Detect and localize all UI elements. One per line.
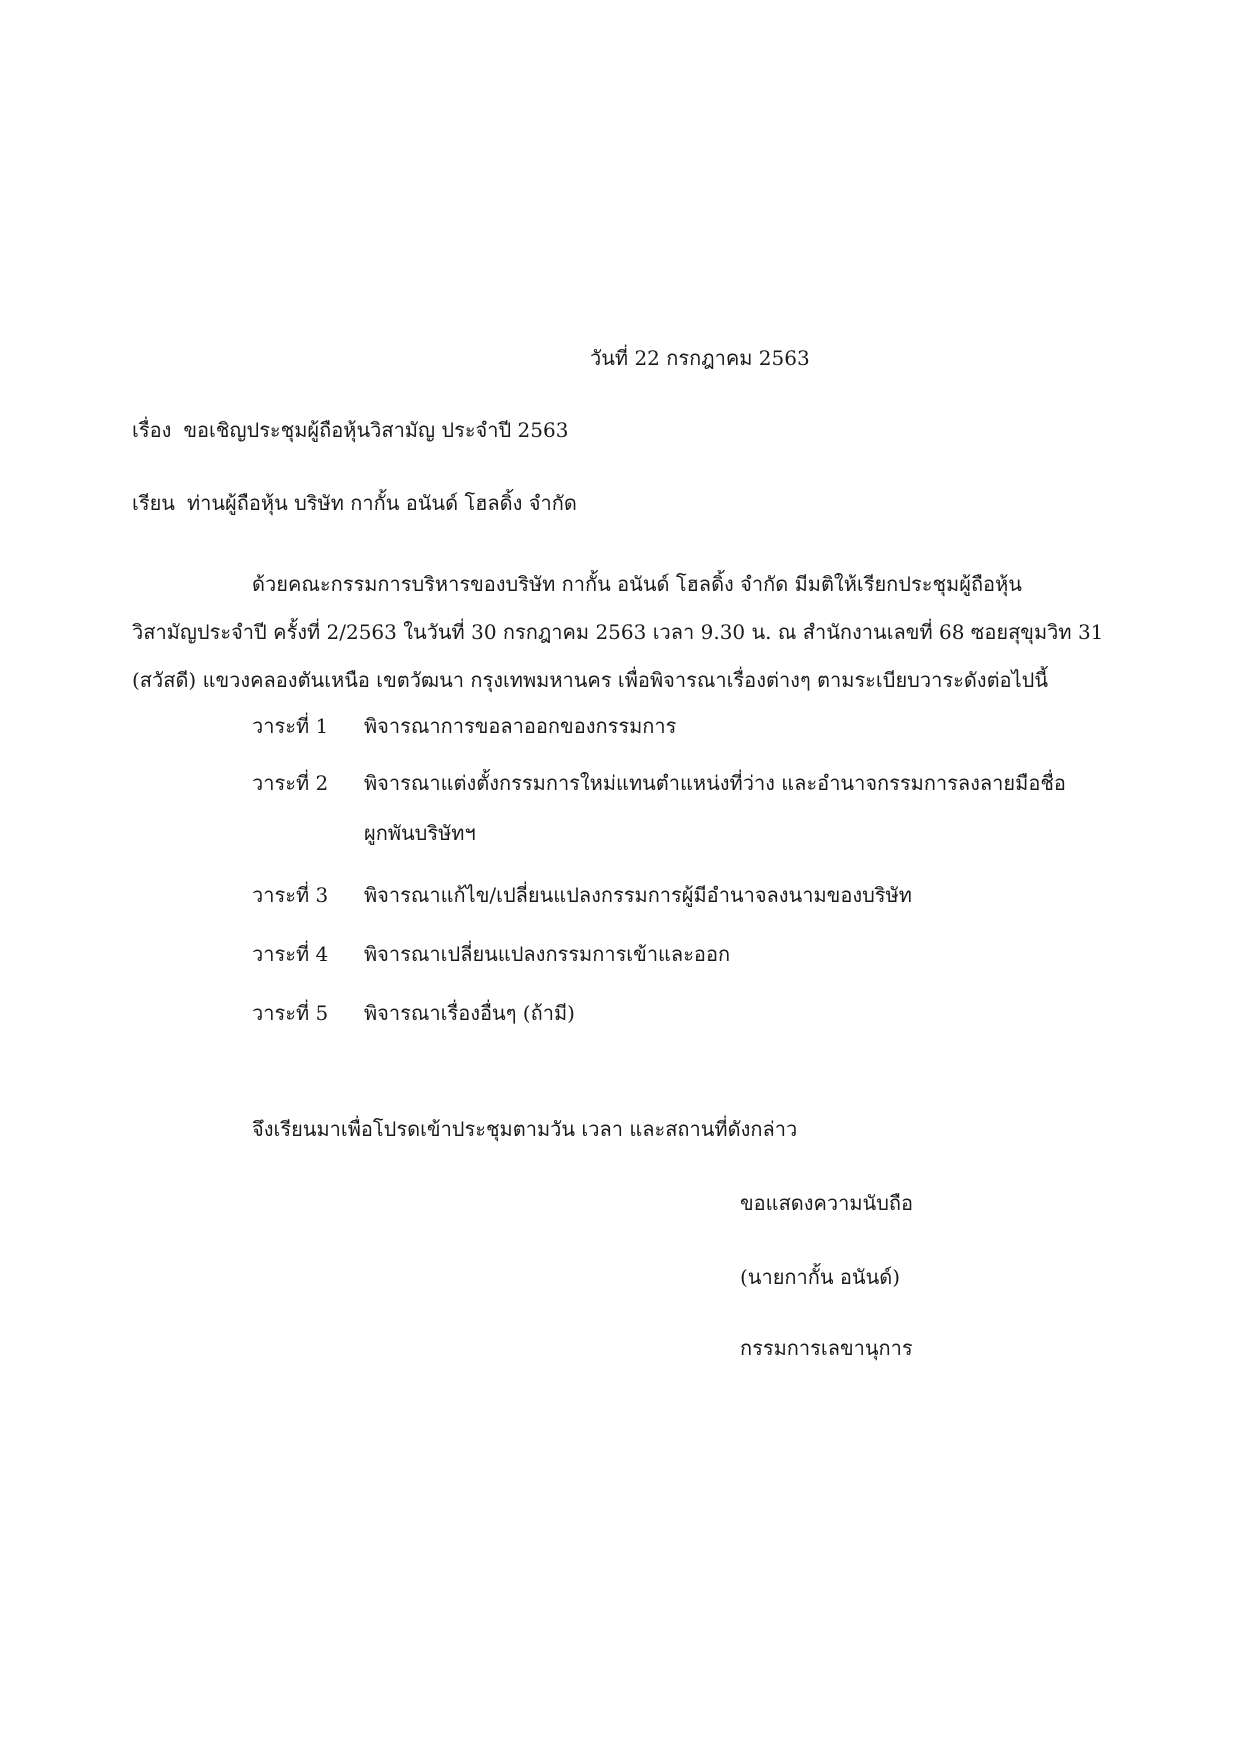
agenda-item-1 [252, 712, 676, 751]
agenda-text [364, 758, 1066, 858]
agenda-item-5 [252, 999, 575, 1038]
subject-line [132, 416, 568, 444]
closing-sentence: จึงเรียนมาเพื่อโปรดเข้าประชุมตามวัน เวลา และสถานที่ดังกล่าว [252, 1117, 798, 1141]
body-line: ด้วยคณะกรรมการบริหารของบริษัท กากั้น อนันด์ โฮลดิ้ง จำกัด มีมติให้เรียกประชุมผู้ถือหุ้น [252, 572, 1022, 596]
agenda-text [364, 870, 912, 920]
signer-name: (นายกากั้น อนันด์) [740, 1265, 901, 1289]
agenda-item-2 [252, 769, 1066, 858]
letter-date: วันที่ 22 กรกฎาคม 2563 [590, 346, 810, 370]
regards-line: ขอแสดงความนับถือ [740, 1191, 914, 1215]
recipient-line [132, 489, 577, 517]
agenda-text [364, 701, 676, 751]
agenda-text [364, 988, 575, 1038]
agenda-text-line: พิจารณาเรื่องอื่นๆ (ถ้ามี) [364, 1001, 575, 1025]
subject-label: เรื่อง [132, 418, 172, 442]
agenda-text [364, 929, 730, 979]
agenda-text-line: พิจารณาการขอลาออกของกรรมการ [364, 714, 677, 738]
agenda-text-line: พิจารณาแก้ไข/เปลี่ยนแปลงกรรมการผู้มีอำนาจลงนามของบริษัท [364, 883, 912, 907]
agenda-text-line: พิจารณาแต่งตั้งกรรมการใหม่แทนตำแหน่งที่ว่าง และอำนาจกรรมการลงลายมือชื่อ [364, 771, 1066, 795]
agenda-label: วาระที่ 1 [252, 714, 329, 738]
agenda-label: วาระที่ 4 [252, 942, 329, 966]
agenda-text-continuation: ผูกพันบริษัทฯ [364, 821, 476, 845]
agenda-label: วาระที่ 5 [252, 1001, 329, 1025]
agenda-item-3 [252, 881, 912, 920]
agenda-text-line: พิจารณาเปลี่ยนแปลงกรรมการเข้าและออก [364, 942, 731, 966]
body-paragraph [132, 560, 1122, 704]
agenda-label: วาระที่ 3 [252, 883, 329, 907]
signer-position: กรรมการเลขานุการ [740, 1336, 913, 1360]
agenda-item-4 [252, 940, 730, 979]
body-line: วิสามัญประจำปี ครั้งที่ 2/2563 ในวันที่ 30 กรกฎาคม 2563 เวลา 9.30 น. ณ สำนักงานเลขที่ 68 ซอยสุขุมวิท 31 [132, 620, 1104, 644]
body-line: (สวัสดี) แขวงคลองตันเหนือ เขตวัฒนา กรุงเทพมหานคร เพื่อพิจารณาเรื่องต่างๆ ตามระเบียบวาระดังต่อไปนี้ [132, 668, 1048, 692]
agenda-label: วาระที่ 2 [252, 771, 329, 795]
recipient-text: ท่านผู้ถือหุ้น บริษัท กากั้น อนันด์ โฮลดิ้ง จำกัด [186, 491, 577, 515]
recipient-label: เรียน [132, 491, 175, 515]
subject-text: ขอเชิญประชุมผู้ถือหุ้นวิสามัญ ประจำปี 2563 [183, 418, 569, 442]
